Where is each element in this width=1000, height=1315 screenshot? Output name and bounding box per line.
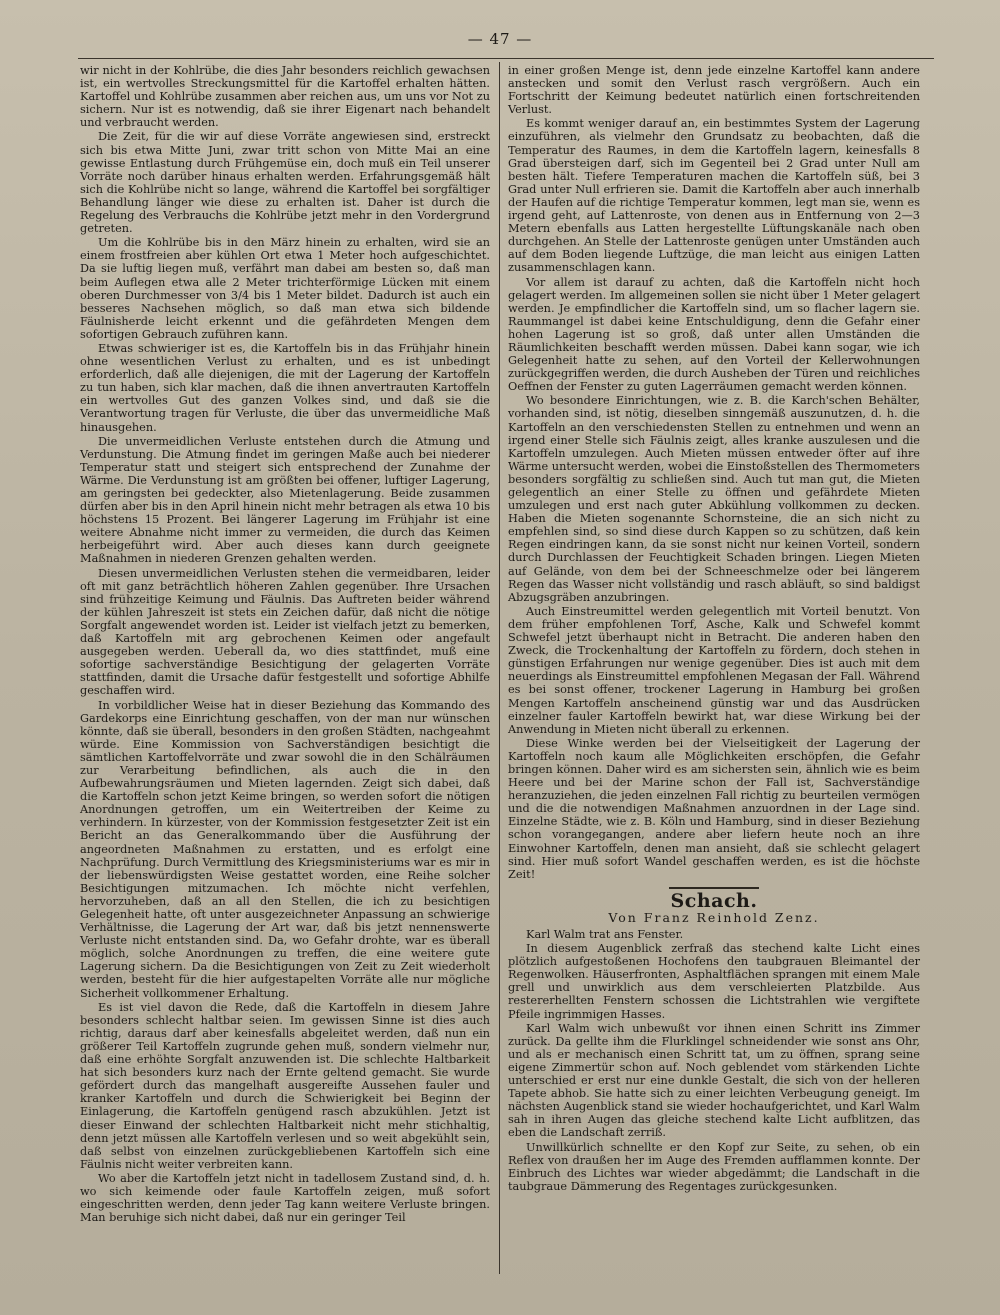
paragraph: Die unvermeidlichen Verluste entstehen durch die Atmung und Verdunstung. Die Atmung findet im geringen Maße auch bei niederer Temperatur statt und steigert sich entsprechend der Zunahme der Wärme. Die Verdunstung ist am größten bei offener, luftiger Lagerung, am geringsten bei gedeckter, also Mietenlagerung. Beide zusammen dürfen aber bis in den April hinein nicht mehr betragen als etwa 10 bis höchstens 15 Prozent. Bei längerer Lagerung im Frühjahr ist eine weitere Abnahme nicht immer zu vermeiden, die durch das Keimen herbeigeführt wird. Aber auch dieses kann durch geeignete Maßnahmen in niederen Grenzen gehalten werden.: [80, 434, 490, 566]
paragraph: Um die Kohlrübe bis in den März hinein zu erhalten, wird sie an einem frostfreien aber kühlen Ort etwa 1 Meter hoch aufgeschichtet. Da sie luftig liegen muß, verfährt man dabei am besten so, daß man beim Auflegen etwa alle 2 Meter trichterförmige Lücken mit einem oberen Durchmesser von 3/4 bis 1 Meter bildet. Dadurch ist auch ein besseres Nachsehen möglich, so daß man etwa sich bildende Fäulnisherde leicht erkennt und die gefährdeten Mengen dem sofortigen Gebrauch zuführen kann.: [80, 236, 490, 341]
page-number: — 47 —: [467, 30, 533, 48]
article-separator-rule: [669, 887, 759, 889]
paragraph: Auch Einstreumittel werden gelegentlich mit Vorteil benutzt. Von dem früher empfohlenen Torf, Asche, Kalk und Schwefel kommt Schwefel jetzt überhaupt nicht in Betracht. Die anderen haben den Zweck, die Trockenhaltung der Kartoffeln zu fördern, doch stehen in günstigen Erfahrungen nur wenige gegenüber. Dies ist auch mit dem neuerdings als Einstreumittel empfohlenen Megasan der Fall. Während es bei sonst offener, trockener Lagerung in Hamburg bei großen Mengen Kartoffeln anscheinend günstig war und das Ausdrücken einzelner fauler Kartoffeln bewirkt hat, war diese Wirkung bei der Anwendung in Mieten nicht überall zu erkennen.: [508, 604, 920, 736]
paragraph: in einer großen Menge ist, denn jede einzelne Kartoffel kann andere anstecken und somit den Verlust rasch vergrößern. Auch ein Fortschritt der Keimung bedeutet natürlich einen fortschreitenden Verlust.: [508, 64, 920, 117]
paragraph: Diese Winke werden bei der Vielseitigkeit der Lagerung der Kartoffeln noch kaum alle Möglichkeiten erschöpfen, die Gefahr bringen können. Daher wird es am sichersten sein, ähnlich wie es beim Heere und bei der Marine schon der Fall ist, Sachverständige heranzuziehen, die jeden einzelnen Fall richtig zu beurteilen vermögen und die die notwendigen Maßnahmen anzuordnen in der Lage sind. Einzelne Städte, wie z. B. Köln und Hamburg, sind in dieser Beziehung schon vorangegangen, andere aber liefern heute noch an ihre Einwohner Kartoffeln, denen man ansieht, daß sie schlecht gelagert sind. Hier muß sofort Wandel geschaffen werden, es ist die höchste Zeit!: [508, 736, 920, 881]
story-paragraph: Karl Walm wich unbewußt vor ihnen einen Schritt ins Zimmer zurück. Da gellte ihm die Flurklingel schneidender wie sonst ans Ohr, und als er mechanisch einen Schritt tat, um zu öffnen, sprang seine eigene Zimmertür schon auf. Noch geblendet vom stärkenden Lichte unterschied er erst nur eine dunkle Gestalt, die sich von der helleren Tapete abhob. Sie hatte sich zu einer leichten Verbeugung geneigt. Im nächsten Augenblick stand sie wieder hochaufgerichtet, und Karl Walm sah in ihren Augen das gleiche stechend kalte Licht aufblitzen, das eben die Landschaft zerriß.: [508, 1021, 920, 1140]
column-divider: [499, 62, 500, 1274]
paragraph: Etwas schwieriger ist es, die Kartoffeln bis in das Frühjahr hinein ohne wesentlichen Verlust zu erhalten, und es ist unbedingt erforderlich, daß alle diejenigen, die mit der Lagerung der Kartoffeln zu tun haben, sich klar machen, daß die ihnen anvertrauten Kartoffeln ein wertvolles Gut des ganzen Volkes sind, und daß sie die Verantwortung tragen für Verluste, die über das unvermeidliche Maß hinausgehen.: [80, 341, 490, 434]
paragraph: In vorbildlicher Weise hat in dieser Beziehung das Kommando des Gardekorps eine Einrichtung geschaffen, von der man nur wünschen könnte, daß sie überall, besonders in den großen Städten, nachgeahmt würde. Eine Kommission von Sachverständigen besichtigt die sämtlichen Kartoffelvorräte und zwar sowohl die in den Schälräumen zur Verarbeitung befindlichen, als auch die in den Aufbewahrungsräumen und Mieten lagernden. Zeigt sich dabei, daß die Kartoffeln schon jetzt Keime bringen, so werden sofort die nötigen Anordnungen getroffen, um ein Weitertreiben der Keime zu verhindern. In kürzester, von der Kommission festgesetzter Zeit ist ein Bericht an das Generalkommando über die Ausführung der angeordneten Maßnahmen zu erstatten, und es erfolgt eine Nachprüfung. Durch Vermittlung des Kriegsministeriums war es mir in der liebenswürdigsten Weise gestattet worden, eine Reihe solcher Besichtigungen mitzumachen. Ich möchte nicht verfehlen, hervorzuheben, daß an all den Stellen, die ich zu besichtigen Gelegenheit hatte, oft unter ausgezeichneter Anpassung an schwierige Verhältnisse, die Lagerung der Art war, daß bis jetzt nennenswerte Verluste nicht entstanden sind. Da, wo Gefahr drohte, war es überall möglich, solche Anordnungen zu treffen, die eine weitere gute Lagerung sichern. Da die Besichtigungen von Zeit zu Zeit wiederholt werden, besteht für die hier aufgestapelten Vorräte alle nur mögliche Sicherheit vollkommener Erhaltung.: [80, 698, 490, 1000]
paragraph: Die Zeit, für die wir auf diese Vorräte angewiesen sind, erstreckt sich bis etwa Mitte Juni, zwar tritt schon von Mitte Mai an eine gewisse Entlastung durch Frühgemüse ein, doch muß ein Teil unserer Vorräte noch darüber hinaus erhalten werden. Erfahrungsgemäß hält sich die Kohlrübe nicht so lange, während die Kartoffel bei sorgfältiger Behandlung länger wie diese zu erhalten ist. Daher ist durch die Regelung des Verbrauchs die Kohlrübe jetzt mehr in den Vordergrund getreten.: [80, 130, 490, 236]
paragraph: Wo besondere Einrichtungen, wie z. B. die Karch'schen Behälter, vorhanden sind, ist nötig, dieselben sinngemäß auszunutzen, d. h. die Kartoffeln an den verschiedensten Stellen zu entnehmen und wenn an irgend einer Stelle sich Fäulnis zeigt, alles kranke auszulesen und die Kartoffeln umzulegen. Auch Mieten müssen entweder öfter auf ihre Wärme untersucht werden, wobei die Einstoßstellen des Thermometers besonders sorgfältig zu schließen sind. Auch tut man gut, die Mieten gelegentlich an einer Stelle zu öffnen und gefährdete Mieten umzulegen und erst nach guter Abkühlung vollkommen zu decken. Haben die Mieten sogenannte Schornsteine, die an sich nicht zu empfehlen sind, so sind diese durch Kappen so zu schützen, daß kein Regen eindringen kann, da sie sonst nicht nur keinen Vorteil, sondern durch Durchlassen der Feuchtigkeit Schaden bringen. Liegen Mieten auf Gelände, von dem bei der Schneeschmelze oder bei längerem Regen das Wasser nicht vollständig und rasch abläuft, so sind baldigst Abzugsgräben anzubringen.: [508, 394, 920, 604]
paragraph: Es ist viel davon die Rede, daß die Kartoffeln in diesem Jahre besonders schlecht haltbar seien. Im gewissen Sinne ist dies auch richtig, daraus darf aber keinesfalls abgeleitet werden, daß nun ein größerer Teil Kartoffeln zugrunde gehen muß, sondern vielmehr nur, daß eine erhöhte Sorgfalt anzuwenden ist. Die schlechte Haltbarkeit hat sich besonders kurz nach der Ernte geltend gemacht. Sie wurde gefördert durch das mangelhaft ausgereifte Aussehen fauler und kranker Kartoffeln und durch die Schwierigkeit bei Beginn der Einlagerung, die Kartoffeln genügend rasch abzukühlen. Jetzt ist dieser Einwand der schlechten Haltbarkeit nicht mehr stichhaltig, denn jetzt müssen alle Kartoffeln verlesen und so weit abgekühlt sein, daß selbst von einzelnen zurückgebliebenen Kartoffeln sich eine Fäulnis nicht weiter verbreiten kann.: [80, 1000, 490, 1171]
story-paragraph: In diesem Augenblick zerfraß das stechend kalte Licht eines plötzlich aufgestoßenen Hochofens den taubgrauen Bleimantel der Regenwolken. Häuserfronten, Asphaltflächen sprangen mit einem Male grell und unwirklich aus dem verschleierten Platzbilde. Aus restererhellten Fenstern schossen die Lichtstrahlen wie vergiftete Pfeile ingrimmigen Hasses.: [508, 942, 920, 1021]
story-paragraph: Unwillkürlich schnellte er den Kopf zur Seite, zu sehen, ob ein Reflex von draußen her im Auge des Fremden aufflammen konnte. Der Einbruch des Lichtes war wieder abgedämmt; die Landschaft in die taubgraue Dämmerung des Regentages zurückgesunken.: [508, 1140, 920, 1193]
article-title: Schach.: [670, 889, 758, 912]
paragraph: Vor allem ist darauf zu achten, daß die Kartoffeln nicht hoch gelagert werden. Im allgemeinen sollen sie nicht über 1 Meter gelagert werden. Je empfindlicher die Kartoffeln sind, um so flacher lagern sie. Raummangel ist dabei keine Entschuldigung, denn die Gefahr einer hohen Lagerung ist so groß, daß unter allen Umständen die Räumlichkeiten beschafft werden müssen. Dabei kann sogar, wie ich Gelegenheit hatte zu sehen, auf den Vorteil der Kellerwohnungen zurückgegriffen werden, die durch Ausheben der Türen und reichliches Oeffnen der Fenster zu guten Lagerräumen gemacht werden können.: [508, 275, 920, 394]
header-rule: [78, 58, 934, 59]
paragraph: wir nicht in der Kohlrübe, die dies Jahr besonders reichlich gewachsen ist, ein wertvolles Streckungsmittel für die Kartoffel erhalten hätten. Kartoffel und Kohlrübe zusammen aber reichen aus, um uns vor Not zu sichern. Nur ist es notwendig, daß sie ihrer Eigenart nach behandelt und verbraucht werden.: [80, 64, 490, 130]
story-paragraph: Karl Walm trat ans Fenster.: [526, 928, 684, 941]
article-author: Von Franz Reinhold Zenz.: [608, 909, 820, 925]
paragraph: Diesen unvermeidlichen Verlusten stehen die vermeidbaren, leider oft mit ganz beträchtlich höheren Zahlen gegenüber. Ihre Ursachen sind frühzeitige Keimung und Fäulnis. Das Auftreten beider während der kühlen Jahreszeit ist stets ein Zeichen dafür, daß nicht die nötige Sorgfalt angewendet worden ist. Leider ist vielfach jetzt zu bemerken, daß Kartoffeln mit arg gebrochenen Keimen oder angefault ausgegeben werden. Ueberall da, wo dies stattfindet, muß eine sofortige sachverständige Besichtigung der gelagerten Vorräte stattfinden, damit die Ursache dafür festgestellt und sofortige Abhilfe geschaffen wird.: [80, 566, 490, 698]
left-column: [80, 64, 490, 1225]
paragraph: Wo aber die Kartoffeln jetzt nicht in tadellosem Zustand sind, d. h. wo sich keimende oder faule Kartoffeln zeigen, muß sofort eingeschritten werden, denn jeder Tag kann weitere Verluste bringen. Man beruhige sich nicht dabei, daß nur ein geringer Teil: [80, 1171, 490, 1225]
right-column: [508, 64, 920, 1194]
paragraph: Es kommt weniger darauf an, ein bestimmtes System der Lagerung einzuführen, als vielmehr den Grundsatz zu beobachten, daß die Temperatur des Raumes, in dem die Kartoffeln lagern, keinesfalls 8 Grad übersteigen darf, sich im Gegenteil bei 2 Grad unter Null am besten hält. Tiefere Temperaturen machen die Kartoffeln süß, bei 3 Grad unter Null erfrieren sie. Damit die Kartoffeln aber auch innerhalb der Haufen auf die richtige Temperatur kommen, legt man sie, wenn es irgend geht, auf Lattenroste, von denen aus in Entfernung von 2—3 Metern ebenfalls aus Latten hergestellte Lüftungskanäle nach oben durchgehen. An Stelle der Lattenroste genügen unter Umständen auch auf dem Boden liegende Luftzüge, die man leicht aus einigen Latten zusammenschlagen kann.: [508, 117, 920, 275]
